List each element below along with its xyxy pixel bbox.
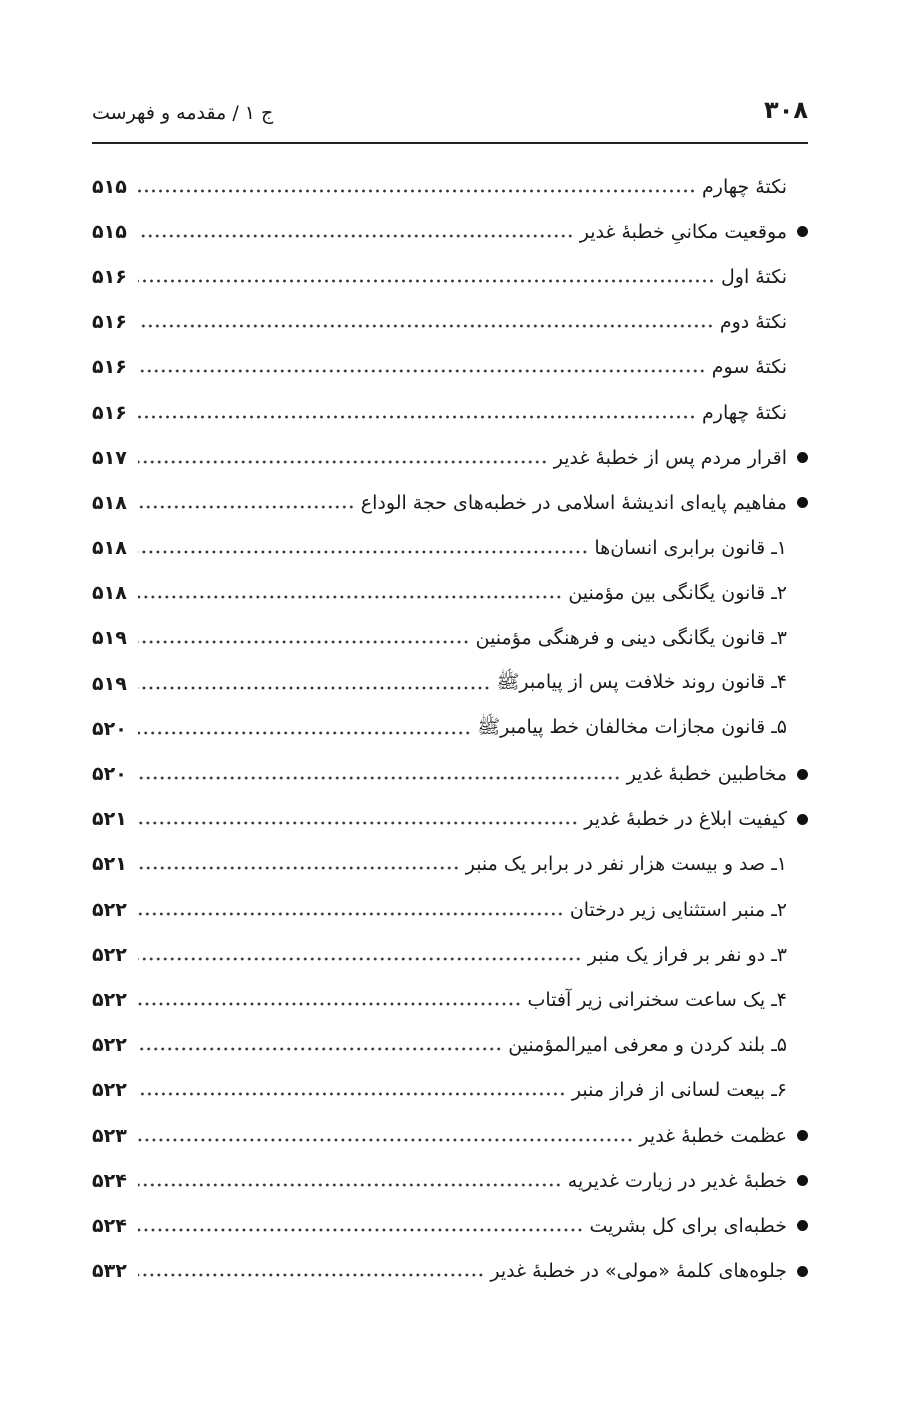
dot-leader (138, 954, 582, 964)
toc-entry-page: ۵۲۱ (92, 853, 127, 876)
toc-entry[interactable] (92, 480, 808, 525)
toc-entry[interactable] (92, 977, 808, 1022)
toc-entry[interactable] (92, 887, 808, 932)
table-of-contents (92, 164, 808, 1294)
toc-entry-page: ۵۱۵ (92, 175, 127, 198)
dot-leader (138, 592, 562, 602)
toc-entry-title: مفاهیم پایه‌ای اندیشۀ اسلامی در خطبه‌های حجة الوداع (360, 491, 787, 514)
toc-entry-page: ۵۱۶ (92, 356, 127, 379)
toc-entry-title: مخاطبین خطبۀ غدیر (626, 763, 787, 786)
toc-entry[interactable] (92, 842, 808, 887)
dot-leader (138, 186, 696, 196)
toc-entry[interactable] (92, 1023, 808, 1068)
toc-entry-page: ۵۲۰ (92, 763, 127, 786)
toc-entry[interactable] (92, 706, 808, 751)
toc-entry-page: ۵۲۱ (92, 808, 127, 831)
toc-entry[interactable] (92, 300, 808, 345)
toc-entry[interactable] (92, 1158, 808, 1203)
toc-entry-title: ۶ـ بیعت لسانی از فراز منبر (571, 1079, 787, 1102)
bullet-icon (797, 1220, 808, 1231)
dot-leader (138, 366, 706, 376)
page-header (92, 92, 808, 144)
toc-entry[interactable] (92, 1113, 808, 1158)
page-number: ۳۰۸ (764, 96, 808, 124)
dot-leader (138, 863, 460, 873)
dot-leader (138, 457, 548, 467)
toc-entry-page: ۵۱۹ (92, 627, 127, 650)
toc-entry-page: ۵۲۴ (92, 1169, 127, 1192)
dot-leader (138, 909, 564, 919)
running-title: ج ۱ / مقدمه و فهرست (92, 102, 274, 124)
dot-leader (138, 321, 714, 331)
toc-entry[interactable] (92, 390, 808, 435)
dot-leader (138, 502, 355, 512)
dot-leader (138, 1089, 566, 1099)
toc-entry-title: ۳ـ دو نفر بر فراز یک منبر (587, 943, 787, 966)
toc-entry[interactable] (92, 932, 808, 977)
toc-entry-page: ۵۱۸ (92, 491, 127, 514)
toc-entry[interactable] (92, 661, 808, 706)
toc-entry-page: ۵۲۲ (92, 988, 127, 1011)
toc-entry[interactable] (92, 254, 808, 299)
bullet-icon (797, 497, 808, 508)
toc-entry-title: ۲ـ قانون یگانگی بین مؤمنین (568, 582, 787, 605)
toc-entry-page: ۵۱۸ (92, 582, 127, 605)
toc-entry-title: ۴ـ قانون روند خلافت پس از پیامبرﷺ (496, 670, 787, 693)
toc-entry-page: ۵۲۰ (92, 717, 127, 740)
toc-entry-title: ۵ـ بلند کردن و معرفی امیرالمؤمنین (508, 1034, 787, 1057)
dot-leader (138, 999, 521, 1009)
bullet-icon (797, 769, 808, 780)
toc-entry-page: ۵۱۵ (92, 220, 127, 243)
toc-entry[interactable] (92, 797, 808, 842)
dot-leader (138, 1270, 484, 1280)
dot-leader (138, 547, 588, 557)
dot-leader (138, 231, 574, 241)
toc-entry[interactable] (92, 1203, 808, 1248)
bullet-icon (797, 814, 808, 825)
toc-entry-title: ۴ـ یک ساعت سخنرانی زیر آفتاب (527, 988, 787, 1011)
toc-entry-page: ۵۲۲ (92, 1079, 127, 1102)
toc-entry-title: موقعیت مکانیِ خطبۀ غدیر (579, 220, 787, 243)
toc-entry-title: کیفیت ابلاغ در خطبۀ غدیر (584, 808, 787, 831)
toc-entry-page: ۵۱۶ (92, 401, 127, 424)
toc-entry[interactable] (92, 751, 808, 796)
toc-entry-page: ۵۱۶ (92, 311, 127, 334)
toc-entry[interactable] (92, 1249, 808, 1294)
toc-entry-page: ۵۳۲ (92, 1260, 127, 1283)
toc-entry-page: ۵۲۲ (92, 898, 127, 921)
toc-entry-page: ۵۱۹ (92, 672, 127, 695)
toc-entry-title: ۵ـ قانون مجازات مخالفان خط پیامبرﷺ (477, 715, 787, 738)
toc-entry-title: ۲ـ منبر استثنایی زیر درختان (569, 898, 787, 921)
toc-entry[interactable] (92, 164, 808, 209)
toc-entry-page: ۵۲۳ (92, 1124, 127, 1147)
toc-entry-title: ۳ـ قانون یگانگی دینی و فرهنگی مؤمنین (475, 627, 787, 650)
toc-entry-page: ۵۲۴ (92, 1214, 127, 1237)
toc-entry-page: ۵۲۲ (92, 1034, 127, 1057)
toc-entry-title: نکتۀ اول (721, 265, 787, 288)
dot-leader (138, 1044, 502, 1054)
toc-entry[interactable] (92, 526, 808, 571)
dot-leader (138, 683, 490, 693)
toc-entry-title: خطبۀ غدیر در زیارت غدیریه (567, 1169, 787, 1192)
toc-entry-page: ۵۱۷ (92, 446, 127, 469)
dot-leader (138, 637, 470, 647)
toc-entry-title: اقرار مردم پس از خطبۀ غدیر (553, 446, 787, 469)
toc-entry-title: نکتۀ چهارم (702, 175, 787, 198)
toc-entry[interactable] (92, 345, 808, 390)
dot-leader (138, 412, 696, 422)
toc-entry-title: خطبه‌ای برای کل بشریت (589, 1214, 787, 1237)
dot-leader (138, 1180, 562, 1190)
bullet-icon (797, 452, 808, 463)
bullet-icon (797, 226, 808, 237)
dot-leader (138, 276, 715, 286)
bullet-icon (797, 1130, 808, 1141)
toc-entry-title: عظمت خطبۀ غدیر (639, 1124, 787, 1147)
toc-entry-title: نکتۀ سوم (711, 356, 787, 379)
toc-entry-page: ۵۲۲ (92, 943, 127, 966)
toc-entry-page: ۵۱۸ (92, 537, 127, 560)
toc-entry-page: ۵۱۶ (92, 265, 127, 288)
toc-entry-title: ۱ـ قانون برابری انسان‌ها (594, 537, 787, 560)
toc-entry-title: ۱ـ صد و بیست هزار نفر در برابر یک منبر (465, 853, 787, 876)
toc-entry[interactable] (92, 571, 808, 616)
toc-entry[interactable] (92, 616, 808, 661)
bullet-icon (797, 1266, 808, 1277)
toc-entry-title: جلوه‌های کلمۀ «مولی» در خطبۀ غدیر (490, 1260, 787, 1283)
toc-entry-title: نکتۀ دوم (719, 311, 787, 334)
dot-leader (138, 728, 471, 738)
dot-leader (138, 1225, 583, 1235)
bullet-icon (797, 1175, 808, 1186)
dot-leader (138, 818, 578, 828)
toc-entry[interactable] (92, 1068, 808, 1113)
toc-entry-title: نکتۀ چهارم (702, 401, 787, 424)
toc-entry[interactable] (92, 435, 808, 480)
toc-entry[interactable] (92, 209, 808, 254)
dot-leader (138, 1135, 633, 1145)
dot-leader (138, 773, 621, 783)
